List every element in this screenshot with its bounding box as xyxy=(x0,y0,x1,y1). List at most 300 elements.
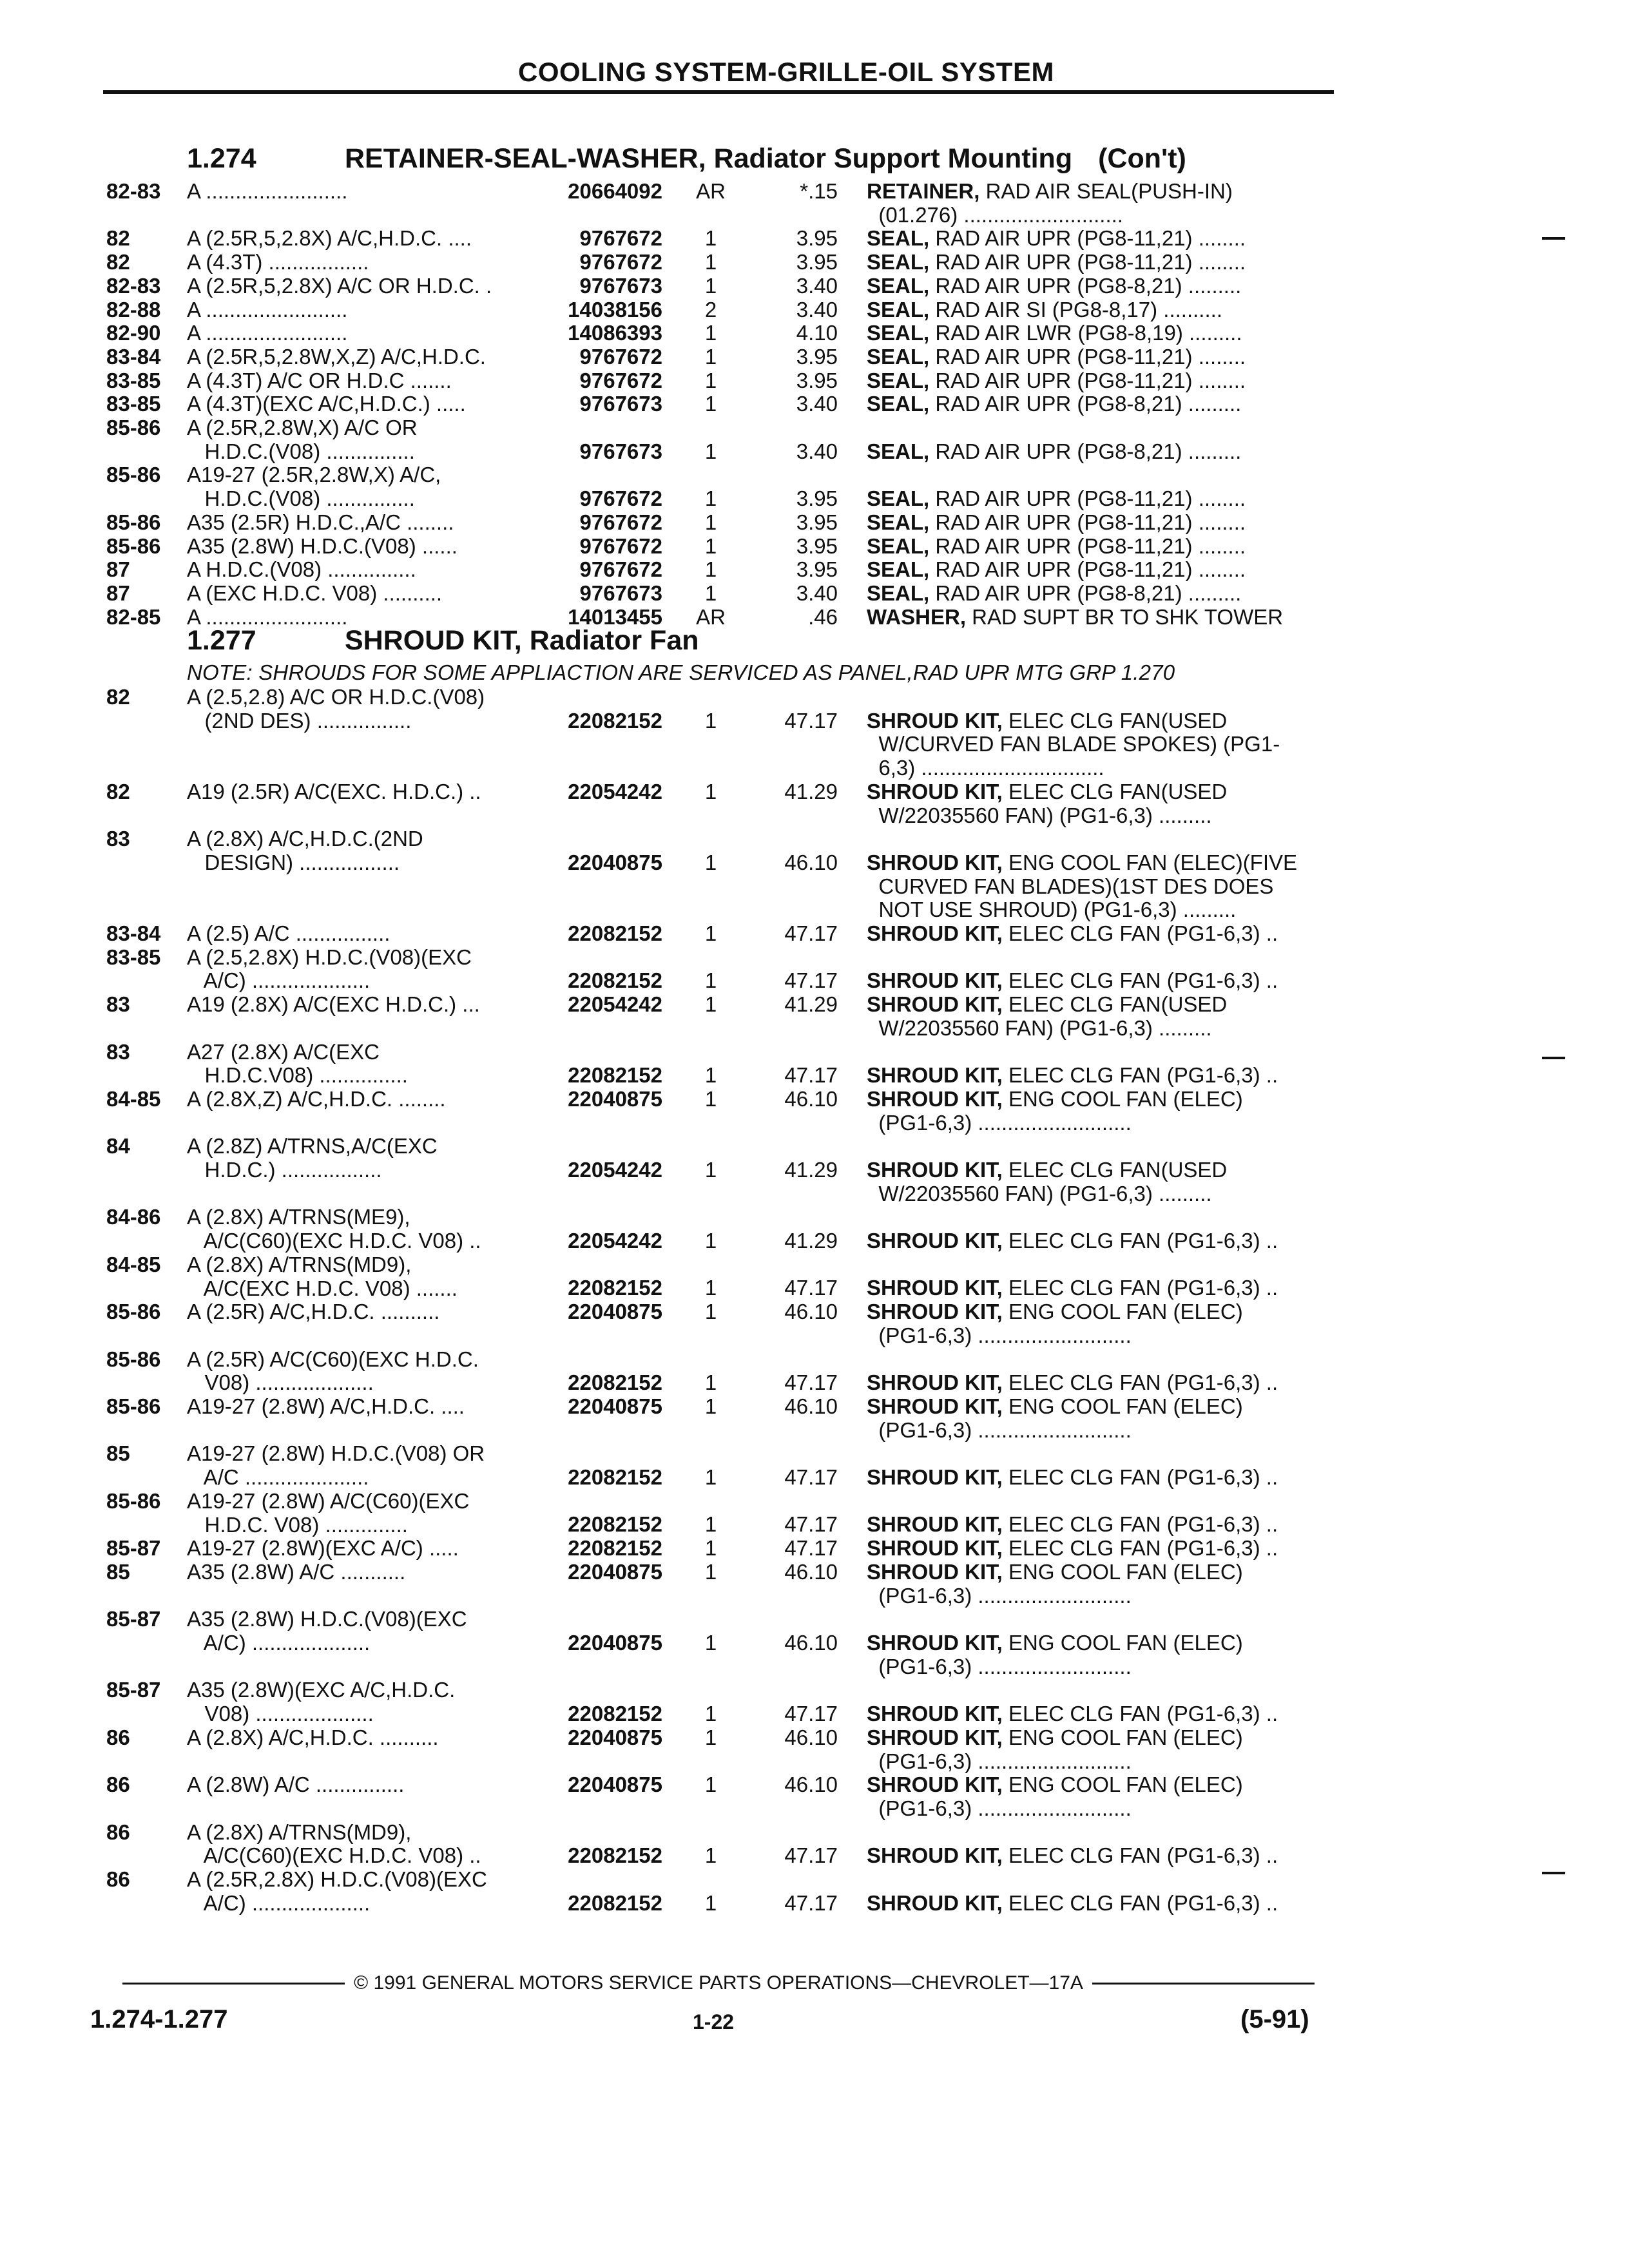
description-keyword: SEAL, xyxy=(867,227,930,251)
description xyxy=(867,487,1331,511)
model-years: 86 xyxy=(106,1820,130,1844)
description-text: RAD AIR LWR (PG8-8,19) ......... xyxy=(929,322,1242,345)
quantity: 1 xyxy=(704,1276,717,1300)
description xyxy=(867,1064,1331,1088)
description-line xyxy=(867,1088,1331,1111)
application-line: A/C(C60)(EXC H.D.C. V08) .. xyxy=(187,1229,481,1253)
description-line xyxy=(867,1750,1331,1774)
section-name: RETAINER-SEAL-WASHER, xyxy=(345,143,706,174)
model-years: 83 xyxy=(106,1039,130,1064)
description-text: (PG1-6,3) .......................... xyxy=(867,1323,1132,1347)
application xyxy=(187,1678,535,1725)
section-heading xyxy=(187,625,699,657)
application xyxy=(187,1561,535,1584)
application xyxy=(187,1041,535,1088)
price: *.15 xyxy=(800,179,838,203)
model-years: 85-86 xyxy=(106,463,161,487)
application-line: A (2.8X) A/TRNS(MD9), xyxy=(187,1820,412,1844)
quantity: 1 xyxy=(704,1890,717,1915)
part-number: 9767673 xyxy=(579,581,662,605)
description-text: (PG1-6,3) .......................... xyxy=(867,1796,1132,1820)
description-line xyxy=(867,709,1331,733)
quantity: 1 xyxy=(704,779,717,803)
description-keyword: SHROUD KIT, xyxy=(867,1466,1003,1490)
footer-date-code: (5-91) xyxy=(1240,2005,1309,2033)
description-line xyxy=(867,1537,1331,1561)
description xyxy=(867,1892,1331,1916)
part-number: 22040875 xyxy=(568,1559,662,1584)
description-keyword: SHROUD KIT, xyxy=(867,1891,1003,1915)
description-text: (PG1-6,3) .......................... xyxy=(867,1583,1132,1608)
part-number: 22040875 xyxy=(568,1773,662,1797)
part-number: 22040875 xyxy=(568,1394,662,1418)
model-years: 82 xyxy=(106,685,130,709)
description-line xyxy=(867,1773,1331,1797)
quantity: 1 xyxy=(704,1157,717,1182)
description-text: ELEC CLG FAN (PG1-6,3) .. xyxy=(1002,1371,1278,1395)
description-line xyxy=(867,511,1331,535)
description xyxy=(867,1702,1331,1726)
description-keyword: SHROUD KIT, xyxy=(867,1725,1003,1749)
model-years: 82 xyxy=(106,226,130,251)
description-line xyxy=(867,804,1331,828)
quantity: 1 xyxy=(704,921,717,945)
description-text: ENG COOL FAN (ELEC) xyxy=(1002,1725,1243,1749)
description-line xyxy=(867,535,1331,559)
description-text: RAD AIR SI (PG8-8,17) .......... xyxy=(929,298,1222,322)
description-keyword: SHROUD KIT, xyxy=(867,1702,1003,1726)
application-line: A (2.8Z) A/TRNS,A/C(EXC xyxy=(187,1135,438,1158)
part-entry xyxy=(0,922,1629,946)
description-text: ENG COOL FAN (ELEC) xyxy=(1002,1300,1243,1324)
description-line xyxy=(867,1158,1331,1182)
description-keyword: SHROUD KIT, xyxy=(867,1276,1003,1300)
description-text: RAD AIR UPR (PG8-11,21) ........ xyxy=(929,345,1246,369)
price: 41.29 xyxy=(784,1229,838,1253)
price: 3.40 xyxy=(796,273,838,298)
description-line xyxy=(867,1371,1331,1395)
description-text: RAD AIR UPR (PG8-11,21) ........ xyxy=(929,510,1246,534)
application-line: A ........................ xyxy=(187,298,348,322)
description xyxy=(867,227,1331,251)
application-line: V08) .................... xyxy=(187,1702,374,1726)
description-keyword: WASHER, xyxy=(867,605,967,629)
part-entry xyxy=(0,1537,1629,1561)
description xyxy=(867,1844,1331,1868)
description-keyword: SHROUD KIT, xyxy=(867,850,1003,874)
quantity: 1 xyxy=(704,968,717,993)
application-line: A27 (2.8X) A/C(EXC xyxy=(187,1040,380,1064)
description-line xyxy=(867,922,1331,946)
price: 3.95 xyxy=(796,226,838,251)
quantity: 1 xyxy=(704,708,717,733)
part-number: 22054242 xyxy=(568,779,662,803)
part-entry xyxy=(0,582,1629,606)
part-entry xyxy=(0,392,1629,416)
application-line: A (2.5R,2.8X) H.D.C.(V08)(EXC xyxy=(187,1868,487,1891)
quantity: 2 xyxy=(704,297,717,322)
price: 3.40 xyxy=(796,392,838,416)
part-number: 9767672 xyxy=(579,533,662,558)
quantity: 1 xyxy=(704,344,717,369)
description-line xyxy=(867,780,1331,804)
model-years: 84-85 xyxy=(106,1252,161,1276)
application-line: A (2.5,2.8X) H.D.C.(V08)(EXC xyxy=(187,945,472,969)
part-entry xyxy=(0,1206,1629,1253)
description-keyword: SEAL, xyxy=(867,534,930,558)
quantity: 1 xyxy=(704,486,717,511)
description xyxy=(867,1371,1331,1395)
description-text: RAD AIR UPR (PG8-11,21) ........ xyxy=(929,227,1246,251)
description-line xyxy=(867,1017,1331,1041)
model-years: 82 xyxy=(106,250,130,274)
description xyxy=(867,345,1331,369)
description xyxy=(867,969,1331,993)
application xyxy=(187,298,535,322)
description-text: ELEC CLG FAN (PG1-6,3) .. xyxy=(1002,1537,1278,1561)
description-line xyxy=(867,392,1331,416)
section-name: SHROUD KIT, xyxy=(345,625,522,657)
application-line: A (4.3T) A/C OR H.D.C ....... xyxy=(187,369,452,392)
description xyxy=(867,298,1331,322)
part-number: 14086393 xyxy=(568,321,662,345)
description xyxy=(867,1631,1331,1678)
price: 41.29 xyxy=(784,1157,838,1182)
part-number: 22082152 xyxy=(568,1512,662,1537)
part-number: 9767673 xyxy=(579,392,662,416)
part-entry xyxy=(0,1773,1629,1820)
part-number: 14013455 xyxy=(568,604,662,629)
quantity: 1 xyxy=(704,1559,717,1584)
application-line: H.D.C.(V08) ............... xyxy=(187,486,415,511)
price: 46.10 xyxy=(784,1725,838,1749)
part-number: 22082152 xyxy=(568,921,662,945)
description xyxy=(867,582,1331,606)
description-text: RAD AIR UPR (PG8-8,21) ......... xyxy=(929,581,1242,605)
application-line: A35 (2.5R) H.D.C.,A/C ........ xyxy=(187,510,454,534)
application xyxy=(187,416,535,463)
part-number: 22040875 xyxy=(568,1630,662,1655)
part-number: 22082152 xyxy=(568,1276,662,1300)
description-text: ELEC CLG FAN (PG1-6,3) .. xyxy=(1002,922,1278,945)
description-text: ELEC CLG FAN (PG1-6,3) .. xyxy=(1002,1844,1278,1868)
section-note: NOTE: SHROUDS FOR SOME APPLIACTION ARE SERVICED AS PANEL,RAD UPR MTG GRP 1.270 xyxy=(187,660,1175,685)
application xyxy=(187,1821,535,1868)
part-number: 9767672 xyxy=(579,344,662,369)
price: 3.40 xyxy=(796,297,838,322)
application-line: A H.D.C.(V08) ............... xyxy=(187,558,416,582)
description xyxy=(867,274,1331,298)
description-line xyxy=(867,1324,1331,1348)
part-entry xyxy=(0,369,1629,393)
model-years: 85-86 xyxy=(106,533,161,558)
description-keyword: SHROUD KIT, xyxy=(867,709,1003,733)
description xyxy=(867,1229,1331,1253)
part-entry xyxy=(0,1561,1629,1608)
application xyxy=(187,1253,535,1300)
description-line xyxy=(867,322,1331,345)
price: 47.17 xyxy=(784,1512,838,1537)
description-text: RAD AIR UPR (PG8-11,21) ........ xyxy=(929,251,1246,274)
application xyxy=(187,827,535,874)
application-line: DESIGN) ................. xyxy=(187,850,400,874)
price: 46.10 xyxy=(784,1300,838,1324)
part-number: 22082152 xyxy=(568,1890,662,1915)
section-subtitle: Radiator Fan xyxy=(529,625,699,657)
description-text: ELEC CLG FAN (PG1-6,3) .. xyxy=(1002,1276,1278,1300)
application-line: A19-27 (2.5R,2.8W,X) A/C, xyxy=(187,463,441,487)
section-number: 1.277 xyxy=(187,625,256,657)
application xyxy=(187,1206,535,1253)
model-years: 86 xyxy=(106,1867,130,1891)
price: 3.95 xyxy=(796,486,838,511)
description xyxy=(867,851,1331,922)
description xyxy=(867,1300,1331,1347)
price: 47.17 xyxy=(784,968,838,993)
footer-copyright: © 1991 GENERAL MOTORS SERVICE PARTS OPERATIONS—CHEVROLET—17A xyxy=(354,1972,1083,1994)
application xyxy=(187,1608,535,1655)
description xyxy=(867,993,1331,1040)
quantity: 1 xyxy=(704,273,717,298)
description-keyword: SEAL, xyxy=(867,581,930,605)
application-line: A (2.8X,Z) A/C,H.D.C. ........ xyxy=(187,1087,446,1111)
description-line xyxy=(867,180,1331,204)
part-number: 22054242 xyxy=(568,1229,662,1253)
description xyxy=(867,1158,1331,1206)
model-years: 85 xyxy=(106,1559,130,1584)
quantity: 1 xyxy=(704,368,717,392)
part-number: 20664092 xyxy=(568,179,662,203)
model-years: 83-85 xyxy=(106,945,161,969)
quantity: AR xyxy=(696,179,726,203)
quantity: 1 xyxy=(704,1086,717,1111)
description-keyword: SEAL, xyxy=(867,487,930,511)
part-entry xyxy=(0,511,1629,535)
application-line: A19 (2.8X) A/C(EXC H.D.C.) ... xyxy=(187,993,480,1017)
description-line xyxy=(867,1655,1331,1679)
part-entry xyxy=(0,1442,1629,1489)
part-number: 9767673 xyxy=(579,439,662,463)
price: 3.95 xyxy=(796,510,838,534)
description-keyword: SHROUD KIT, xyxy=(867,1371,1003,1395)
application xyxy=(187,558,535,582)
application xyxy=(187,1868,535,1915)
application-line: A/C ..................... xyxy=(187,1465,369,1490)
description-text: ELEC CLG FAN (PG1-6,3) .. xyxy=(1002,1702,1278,1726)
description-line xyxy=(867,1631,1331,1655)
model-years: 85-86 xyxy=(106,510,161,534)
price: 46.10 xyxy=(784,850,838,874)
price: 46.10 xyxy=(784,1394,838,1418)
application xyxy=(187,1773,535,1797)
quantity: 1 xyxy=(704,1394,717,1418)
application xyxy=(187,780,535,804)
description-text: RAD AIR UPR (PG8-8,21) ......... xyxy=(929,439,1242,463)
description-line xyxy=(867,1111,1331,1135)
description-keyword: SHROUD KIT, xyxy=(867,1513,1003,1537)
part-entry xyxy=(0,1821,1629,1868)
part-entry xyxy=(0,1868,1629,1915)
application xyxy=(187,1537,535,1561)
margin-tick-mark xyxy=(1542,1872,1565,1874)
footer-rule-right xyxy=(1092,1983,1315,1984)
application-line: A (2.5) A/C ................ xyxy=(187,922,390,945)
description-text: ENG COOL FAN (ELEC)(FIVE xyxy=(1002,850,1298,874)
part-entry xyxy=(0,251,1629,274)
description-keyword: RETAINER, xyxy=(867,180,980,203)
application-line: (2ND DES) ................ xyxy=(187,708,412,733)
application xyxy=(187,511,535,535)
description-line xyxy=(867,1702,1331,1726)
description-text: ENG COOL FAN (ELEC) xyxy=(1002,1773,1243,1797)
part-entry xyxy=(0,535,1629,559)
application-line: A/C) .................... xyxy=(187,1890,371,1915)
model-years: 83-84 xyxy=(106,344,161,369)
model-years: 86 xyxy=(106,1725,130,1749)
description-line xyxy=(867,1844,1331,1868)
price: 3.95 xyxy=(796,557,838,582)
quantity: 1 xyxy=(704,226,717,251)
application-line: A/C) .................... xyxy=(187,1631,371,1655)
price: 47.17 xyxy=(784,1843,838,1868)
description xyxy=(867,1773,1331,1820)
quantity: 1 xyxy=(704,1630,717,1655)
part-number: 9767672 xyxy=(579,250,662,274)
part-number: 22040875 xyxy=(568,1086,662,1111)
description-line xyxy=(867,875,1331,899)
model-years: 84 xyxy=(106,1134,130,1158)
description xyxy=(867,1395,1331,1442)
application-line: A ........................ xyxy=(187,605,348,629)
part-entry xyxy=(0,1395,1629,1442)
description-line xyxy=(867,898,1331,922)
description-keyword: SHROUD KIT, xyxy=(867,922,1003,945)
model-years: 85-86 xyxy=(106,416,161,439)
model-years: 82-83 xyxy=(106,273,161,298)
application xyxy=(187,1135,535,1182)
model-years: 83 xyxy=(106,992,130,1017)
model-years: 82-90 xyxy=(106,321,161,345)
quantity: 1 xyxy=(704,321,717,345)
description-text: (01.276) ........................... xyxy=(867,202,1123,227)
part-entry xyxy=(0,345,1629,369)
description xyxy=(867,322,1331,345)
application-line: A (2.5R,5,2.8X) A/C,H.D.C. .... xyxy=(187,227,472,251)
description-keyword: SHROUD KIT, xyxy=(867,1773,1003,1797)
quantity: 1 xyxy=(704,533,717,558)
part-number: 9767672 xyxy=(579,368,662,392)
price: 47.17 xyxy=(784,1890,838,1915)
application-line: A19 (2.5R) A/C(EXC. H.D.C.) .. xyxy=(187,780,481,803)
description-line xyxy=(867,1561,1331,1584)
price: 41.29 xyxy=(784,779,838,803)
description-line xyxy=(867,1466,1331,1490)
description-line xyxy=(867,606,1331,629)
description-text: ELEC CLG FAN(USED xyxy=(1002,1158,1228,1182)
section-subtitle: Radiator Support Mounting xyxy=(713,143,1073,174)
price: 47.17 xyxy=(784,1370,838,1395)
description xyxy=(867,1513,1331,1537)
model-years: 85-86 xyxy=(106,1488,161,1513)
description-text: ENG COOL FAN (ELEC) xyxy=(1002,1087,1243,1111)
application xyxy=(187,322,535,345)
application-line: A19-27 (2.8W) A/C,H.D.C. .... xyxy=(187,1395,465,1418)
quantity: 1 xyxy=(704,392,717,416)
description-line xyxy=(867,487,1331,511)
description-line xyxy=(867,582,1331,606)
application xyxy=(187,1490,535,1537)
description-line xyxy=(867,274,1331,298)
description-line xyxy=(867,733,1331,756)
model-years: 85-86 xyxy=(106,1394,161,1418)
description-keyword: SHROUD KIT, xyxy=(867,1064,1003,1088)
application-line: A (2.8X) A/C,H.D.C. .......... xyxy=(187,1725,439,1749)
model-years: 86 xyxy=(106,1773,130,1797)
description-line xyxy=(867,298,1331,322)
quantity: 1 xyxy=(704,1300,717,1324)
description-text: RAD AIR UPR (PG8-11,21) ........ xyxy=(929,558,1246,582)
model-years: 82-83 xyxy=(106,179,161,203)
description-text: ELEC CLG FAN (PG1-6,3) .. xyxy=(1002,969,1278,993)
part-number: 9767672 xyxy=(579,510,662,534)
quantity: 1 xyxy=(704,1702,717,1726)
application-line: H.D.C.V08) ............... xyxy=(187,1063,408,1088)
model-years: 85-87 xyxy=(106,1536,161,1561)
description-keyword: SEAL, xyxy=(867,510,930,534)
part-number: 22082152 xyxy=(568,708,662,733)
description-line xyxy=(867,1513,1331,1537)
description-line xyxy=(867,1229,1331,1253)
description-text: ELEC CLG FAN (PG1-6,3) .. xyxy=(1002,1466,1278,1490)
quantity: 1 xyxy=(704,581,717,605)
application xyxy=(187,227,535,251)
application-line: A (2.5R,5,2.8X) A/C OR H.D.C. . xyxy=(187,274,492,298)
description-text: (PG1-6,3) .......................... xyxy=(867,1110,1132,1135)
part-number: 22082152 xyxy=(568,968,662,993)
description-text: RAD AIR UPR (PG8-11,21) ........ xyxy=(929,487,1246,511)
description-text: NOT USE SHROUD) (PG1-6,3) ......... xyxy=(867,898,1237,922)
part-number: 22082152 xyxy=(568,1843,662,1868)
description-line xyxy=(867,1182,1331,1206)
description-line xyxy=(867,1300,1331,1324)
part-entry xyxy=(0,180,1629,227)
page-title: COOLING SYSTEM-GRILLE-OIL SYSTEM xyxy=(518,57,1054,87)
description-keyword: SEAL, xyxy=(867,369,930,392)
application-line: A35 (2.8W) H.D.C.(V08)(EXC xyxy=(187,1608,467,1631)
price: 47.17 xyxy=(784,1276,838,1300)
description-line xyxy=(867,369,1331,393)
application xyxy=(187,1395,535,1419)
model-years: 85-87 xyxy=(106,1607,161,1631)
quantity: 1 xyxy=(704,992,717,1017)
description xyxy=(867,1466,1331,1490)
description-text: ELEC CLG FAN (PG1-6,3) .. xyxy=(1002,1513,1278,1537)
model-years: 83-84 xyxy=(106,921,161,945)
model-years: 83 xyxy=(106,827,130,851)
quantity: 1 xyxy=(704,557,717,582)
description-text: ELEC CLG FAN (PG1-6,3) .. xyxy=(1002,1064,1278,1088)
part-number: 22040875 xyxy=(568,1725,662,1749)
description-text: W/CURVED FAN BLADE SPOKES) (PG1- xyxy=(867,732,1280,756)
application-line: A/C(EXC H.D.C. V08) ....... xyxy=(187,1276,458,1300)
description xyxy=(867,511,1331,535)
description-keyword: SEAL, xyxy=(867,298,930,322)
description-text: ENG COOL FAN (ELEC) xyxy=(1002,1395,1243,1418)
description-keyword: SHROUD KIT, xyxy=(867,1300,1003,1324)
description-line xyxy=(867,969,1331,993)
description-text: RAD AIR UPR (PG8-8,21) ......... xyxy=(929,274,1242,298)
description-text: RAD AIR SEAL(PUSH-IN) xyxy=(979,180,1233,203)
